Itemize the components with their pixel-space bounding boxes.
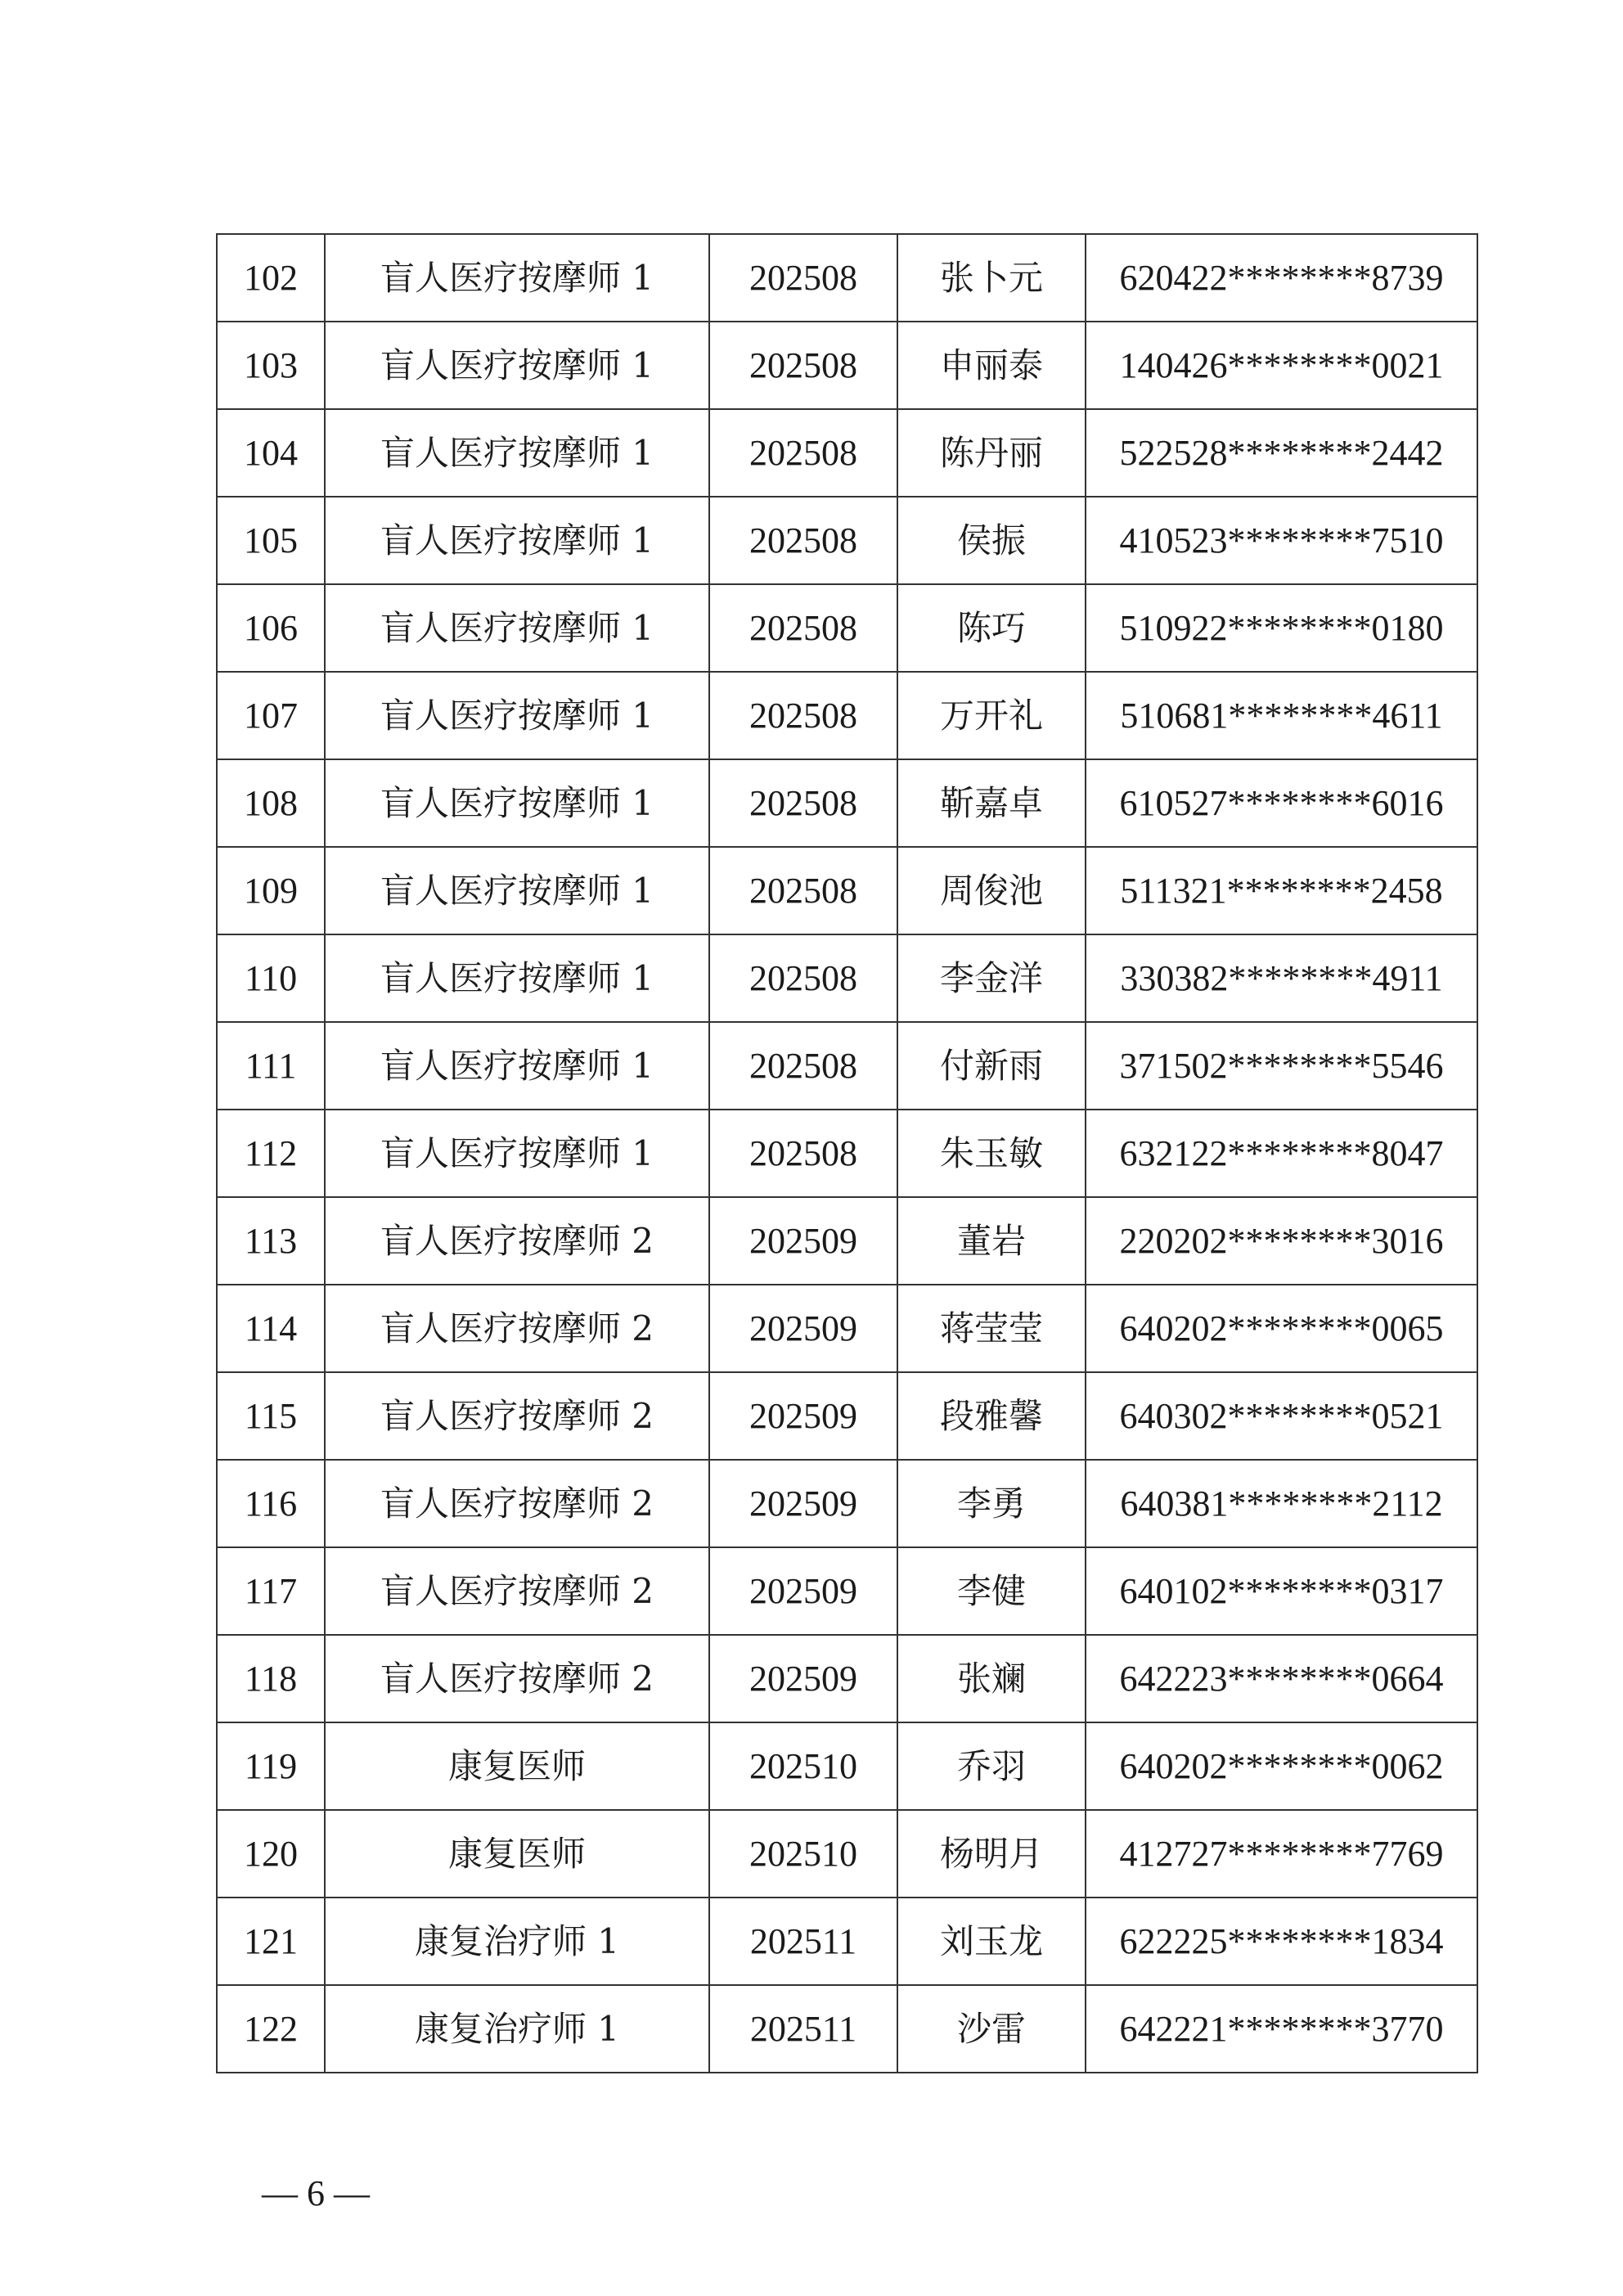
table-row xyxy=(217,1985,1477,2073)
person-name: 侯振 xyxy=(897,497,1086,584)
position-name: 盲人医疗按摩师 1 xyxy=(325,234,709,322)
table-row xyxy=(217,1460,1477,1547)
row-number: 121 xyxy=(217,1898,325,1985)
person-name: 李健 xyxy=(897,1547,1086,1635)
table-row xyxy=(217,234,1477,322)
position-code: 202509 xyxy=(709,1460,897,1547)
table-row xyxy=(217,1722,1477,1810)
position-name: 盲人医疗按摩师 1 xyxy=(325,847,709,934)
roster-table xyxy=(216,233,1478,2073)
person-name: 周俊池 xyxy=(897,847,1086,934)
id-number: 140426********0021 xyxy=(1086,322,1477,409)
row-number: 113 xyxy=(217,1197,325,1285)
position-name: 盲人医疗按摩师 1 xyxy=(325,322,709,409)
person-name: 李金洋 xyxy=(897,934,1086,1022)
id-number: 610527********6016 xyxy=(1086,759,1477,847)
id-number: 412727********7769 xyxy=(1086,1810,1477,1898)
row-number: 108 xyxy=(217,759,325,847)
position-name: 盲人医疗按摩师 1 xyxy=(325,584,709,672)
position-name: 盲人医疗按摩师 2 xyxy=(325,1372,709,1460)
row-number: 114 xyxy=(217,1285,325,1372)
row-number: 106 xyxy=(217,584,325,672)
table-row xyxy=(217,322,1477,409)
id-number: 510922********0180 xyxy=(1086,584,1477,672)
row-number: 107 xyxy=(217,672,325,759)
position-code: 202510 xyxy=(709,1810,897,1898)
row-number: 119 xyxy=(217,1722,325,1810)
position-code: 202508 xyxy=(709,322,897,409)
person-name: 杨明月 xyxy=(897,1810,1086,1898)
id-number: 640381********2112 xyxy=(1086,1460,1477,1547)
person-name: 靳嘉卓 xyxy=(897,759,1086,847)
position-code: 202508 xyxy=(709,1022,897,1110)
person-name: 蒋莹莹 xyxy=(897,1285,1086,1372)
row-number: 109 xyxy=(217,847,325,934)
position-name: 康复治疗师 1 xyxy=(325,1985,709,2073)
row-number: 120 xyxy=(217,1810,325,1898)
position-code: 202508 xyxy=(709,234,897,322)
table-row xyxy=(217,1898,1477,1985)
table-row xyxy=(217,1372,1477,1460)
table-row xyxy=(217,1547,1477,1635)
id-number: 371502********5546 xyxy=(1086,1022,1477,1110)
id-number: 642223********0664 xyxy=(1086,1635,1477,1722)
position-code: 202508 xyxy=(709,584,897,672)
person-name: 李勇 xyxy=(897,1460,1086,1547)
row-number: 105 xyxy=(217,497,325,584)
person-name: 张卜元 xyxy=(897,234,1086,322)
table-row xyxy=(217,497,1477,584)
position-code: 202509 xyxy=(709,1372,897,1460)
position-code: 202509 xyxy=(709,1197,897,1285)
person-name: 董岩 xyxy=(897,1197,1086,1285)
table-row xyxy=(217,672,1477,759)
table-row xyxy=(217,1022,1477,1110)
position-name: 盲人医疗按摩师 1 xyxy=(325,759,709,847)
position-name: 盲人医疗按摩师 1 xyxy=(325,1110,709,1197)
table-row xyxy=(217,1197,1477,1285)
position-name: 盲人医疗按摩师 1 xyxy=(325,672,709,759)
row-number: 111 xyxy=(217,1022,325,1110)
table-row xyxy=(217,1285,1477,1372)
id-number: 640202********0065 xyxy=(1086,1285,1477,1372)
row-number: 104 xyxy=(217,409,325,497)
person-name: 刘玉龙 xyxy=(897,1898,1086,1985)
position-name: 盲人医疗按摩师 2 xyxy=(325,1285,709,1372)
id-number: 640302********0521 xyxy=(1086,1372,1477,1460)
position-code: 202509 xyxy=(709,1635,897,1722)
position-name: 盲人医疗按摩师 2 xyxy=(325,1635,709,1722)
row-number: 115 xyxy=(217,1372,325,1460)
person-name: 朱玉敏 xyxy=(897,1110,1086,1197)
table-row xyxy=(217,1110,1477,1197)
position-name: 盲人医疗按摩师 1 xyxy=(325,934,709,1022)
table-row xyxy=(217,847,1477,934)
table-row xyxy=(217,409,1477,497)
position-name: 康复医师 xyxy=(325,1810,709,1898)
position-code: 202508 xyxy=(709,934,897,1022)
id-number: 330382********4911 xyxy=(1086,934,1477,1022)
page-number: — 6 — xyxy=(262,2173,370,2213)
position-code: 202508 xyxy=(709,409,897,497)
person-name: 段雅馨 xyxy=(897,1372,1086,1460)
id-number: 642221********3770 xyxy=(1086,1985,1477,2073)
position-code: 202511 xyxy=(709,1985,897,2073)
id-number: 640102********0317 xyxy=(1086,1547,1477,1635)
position-code: 202509 xyxy=(709,1547,897,1635)
table-row xyxy=(217,584,1477,672)
position-code: 202508 xyxy=(709,1110,897,1197)
position-code: 202508 xyxy=(709,497,897,584)
position-code: 202508 xyxy=(709,847,897,934)
position-name: 盲人医疗按摩师 2 xyxy=(325,1197,709,1285)
row-number: 103 xyxy=(217,322,325,409)
table-row xyxy=(217,934,1477,1022)
row-number: 116 xyxy=(217,1460,325,1547)
table-row xyxy=(217,1635,1477,1722)
row-number: 112 xyxy=(217,1110,325,1197)
position-name: 盲人医疗按摩师 1 xyxy=(325,497,709,584)
person-name: 张斓 xyxy=(897,1635,1086,1722)
row-number: 122 xyxy=(217,1985,325,2073)
id-number: 510681********4611 xyxy=(1086,672,1477,759)
position-name: 康复医师 xyxy=(325,1722,709,1810)
position-name: 盲人医疗按摩师 1 xyxy=(325,409,709,497)
id-number: 640202********0062 xyxy=(1086,1722,1477,1810)
table-row xyxy=(217,759,1477,847)
id-number: 620422********8739 xyxy=(1086,234,1477,322)
position-code: 202508 xyxy=(709,759,897,847)
id-number: 522528********2442 xyxy=(1086,409,1477,497)
person-name: 万开礼 xyxy=(897,672,1086,759)
position-code: 202511 xyxy=(709,1898,897,1985)
position-name: 盲人医疗按摩师 2 xyxy=(325,1460,709,1547)
id-number: 622225********1834 xyxy=(1086,1898,1477,1985)
table-row xyxy=(217,1810,1477,1898)
person-name: 陈巧 xyxy=(897,584,1086,672)
position-name: 康复治疗师 1 xyxy=(325,1898,709,1985)
person-name: 付新雨 xyxy=(897,1022,1086,1110)
person-name: 乔羽 xyxy=(897,1722,1086,1810)
position-code: 202508 xyxy=(709,672,897,759)
row-number: 102 xyxy=(217,234,325,322)
id-number: 511321********2458 xyxy=(1086,847,1477,934)
position-code: 202509 xyxy=(709,1285,897,1372)
row-number: 110 xyxy=(217,934,325,1022)
row-number: 117 xyxy=(217,1547,325,1635)
id-number: 410523********7510 xyxy=(1086,497,1477,584)
id-number: 220202********3016 xyxy=(1086,1197,1477,1285)
row-number: 118 xyxy=(217,1635,325,1722)
person-name: 沙雷 xyxy=(897,1985,1086,2073)
position-name: 盲人医疗按摩师 2 xyxy=(325,1547,709,1635)
roster-body xyxy=(217,234,1477,2073)
position-name: 盲人医疗按摩师 1 xyxy=(325,1022,709,1110)
position-code: 202510 xyxy=(709,1722,897,1810)
id-number: 632122********8047 xyxy=(1086,1110,1477,1197)
person-name: 申丽泰 xyxy=(897,322,1086,409)
person-name: 陈丹丽 xyxy=(897,409,1086,497)
